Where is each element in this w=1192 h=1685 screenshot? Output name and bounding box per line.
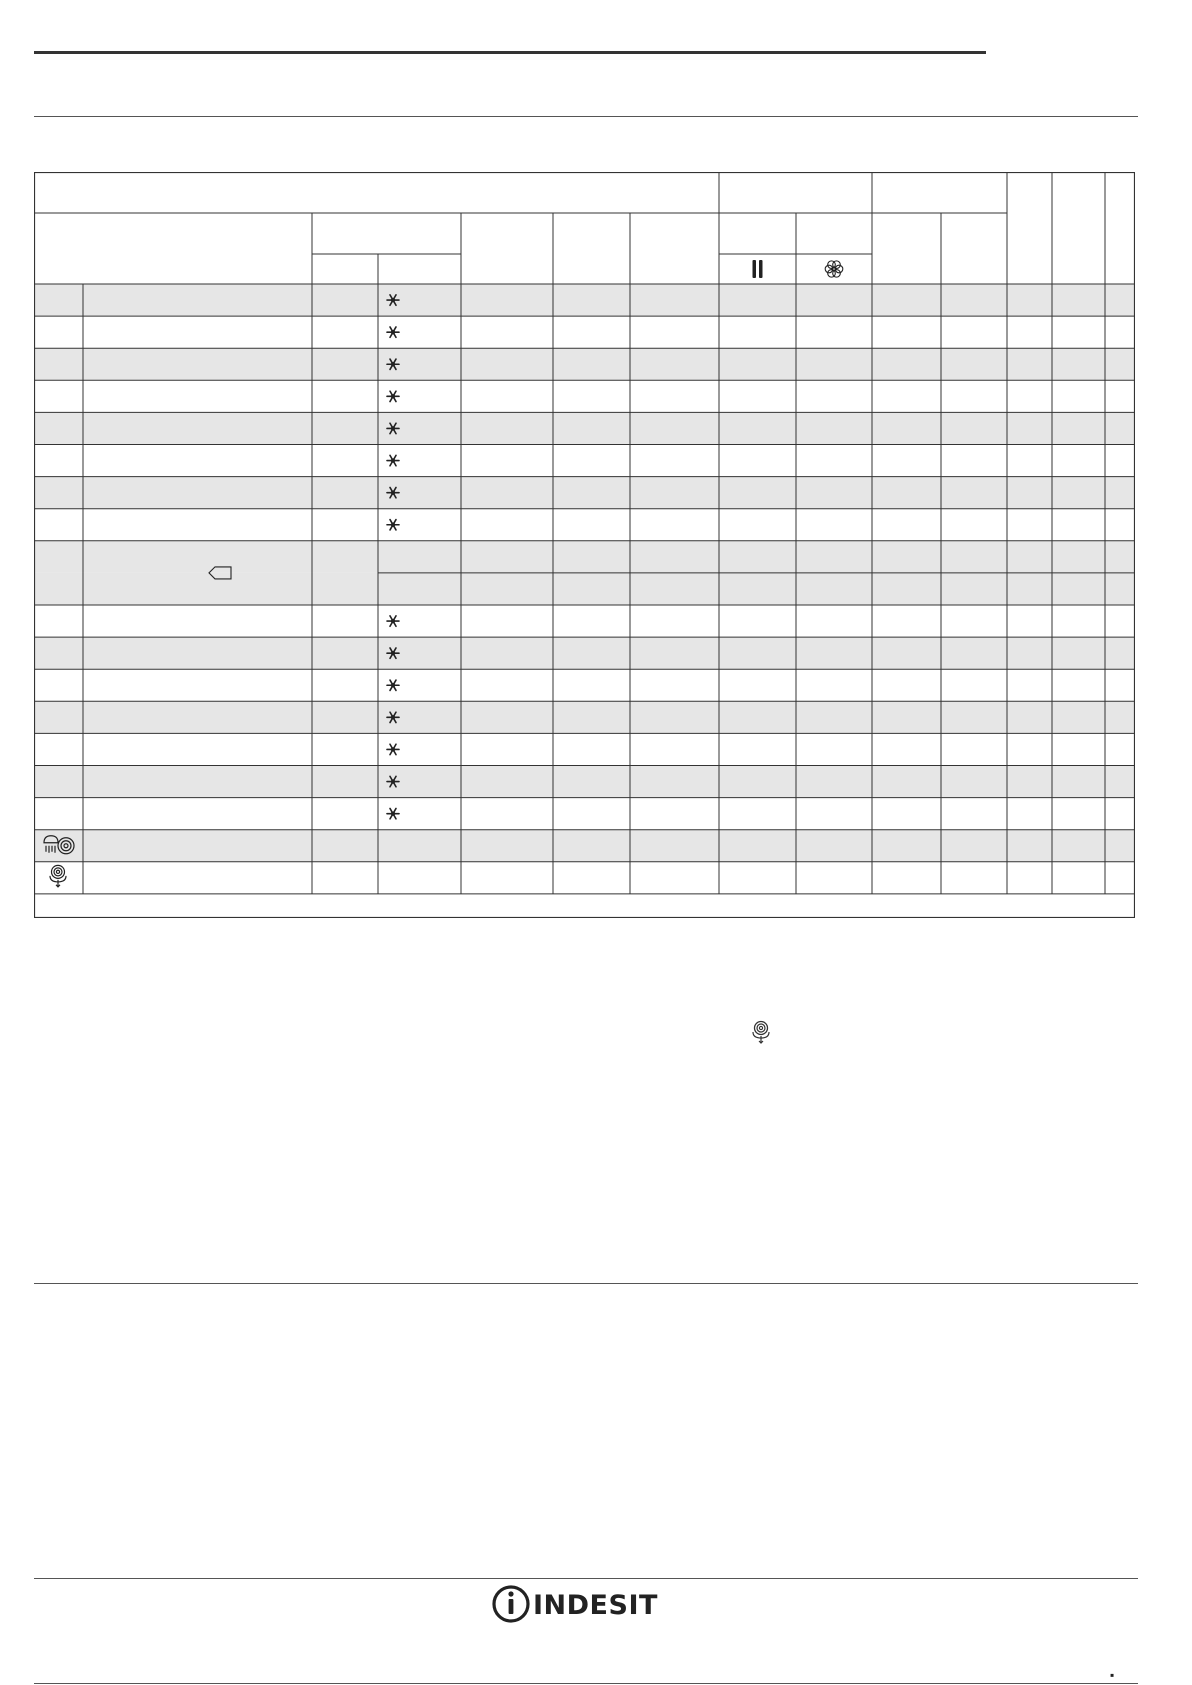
snowflake-icon xyxy=(387,455,399,465)
snowflake-icon xyxy=(387,744,399,754)
table-row-shade xyxy=(34,573,1135,605)
bottom-rule xyxy=(34,1683,1138,1684)
table-row-shade xyxy=(34,637,1135,669)
program-table-grid xyxy=(34,172,1135,918)
footer-divider xyxy=(34,1578,1138,1579)
snowflake-icon xyxy=(387,391,399,401)
table-row-shade xyxy=(34,284,1135,316)
table-row-shade xyxy=(34,541,1135,573)
spin-drain-icon xyxy=(750,1020,772,1044)
flower-icon xyxy=(825,261,843,277)
indesit-mark-icon xyxy=(491,1580,531,1628)
table-row-shade xyxy=(34,412,1135,444)
snowflake-icon xyxy=(387,680,399,690)
table-row-shade xyxy=(34,701,1135,733)
snowflake-icon xyxy=(387,616,399,626)
snowflake-icon xyxy=(387,520,399,530)
top-rule xyxy=(34,51,986,54)
pause-icon xyxy=(759,260,763,278)
page-number-mark: ▪ xyxy=(1110,1668,1115,1682)
program-table xyxy=(34,172,1135,918)
brand-logo-text: INDESIT xyxy=(533,1590,658,1621)
brand-logo xyxy=(491,1580,671,1630)
table-row-shade xyxy=(34,766,1135,798)
spin-drain-icon xyxy=(50,865,66,887)
table-row-shade xyxy=(34,477,1135,509)
snowflake-icon xyxy=(387,327,399,337)
section-divider-lower xyxy=(34,1283,1138,1284)
section-divider xyxy=(34,116,1138,117)
table-row-shade xyxy=(34,348,1135,380)
pause-icon xyxy=(753,260,757,278)
snowflake-icon xyxy=(387,808,399,818)
table-row-shade xyxy=(34,830,1135,862)
